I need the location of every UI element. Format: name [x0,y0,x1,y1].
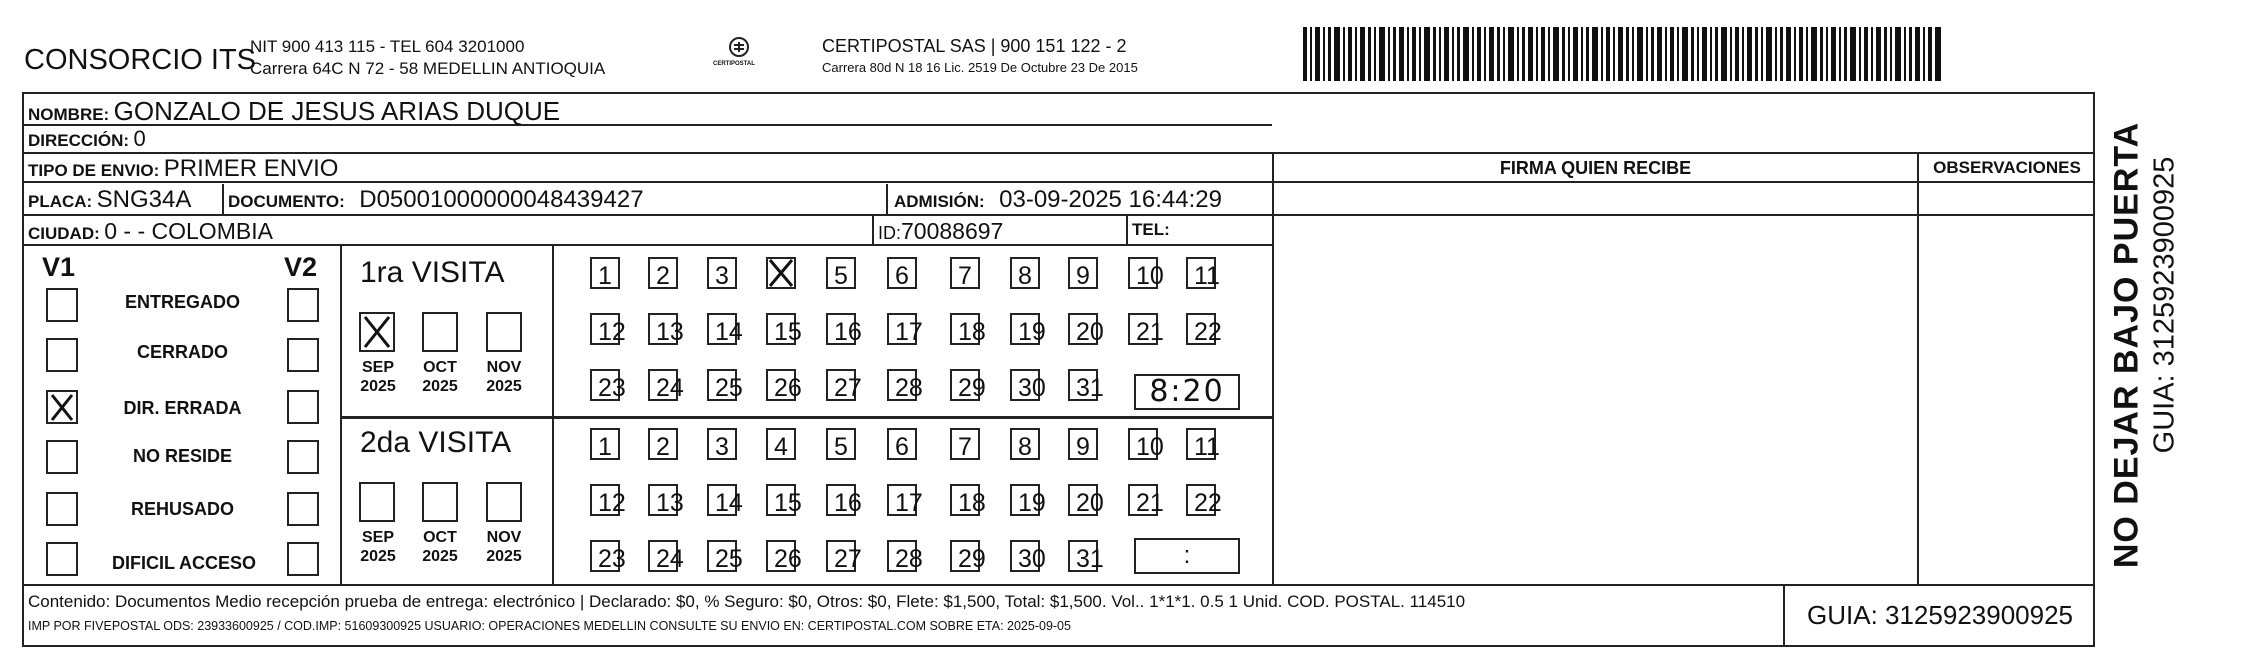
first-day-31[interactable] [1074,372,1108,404]
v2-dificil-acceso-checkbox[interactable] [287,542,319,576]
day-number: 4 [774,432,788,461]
day-number: 3 [715,261,729,290]
second-day-8[interactable] [1016,431,1050,463]
status-dir-errada: DIR. ERRADA [123,398,242,418]
day-number: 5 [834,432,848,461]
v1-rehusado-checkbox[interactable] [46,492,78,526]
first-day-8[interactable] [1016,260,1050,292]
first-day-22[interactable] [1192,316,1226,348]
v1-dir-errada-checkbox[interactable] [46,390,78,424]
second-month-sep-checkbox[interactable] [359,482,395,522]
first-day-17[interactable] [893,316,927,348]
footer-guia: GUIA: 3125923900925 [1807,600,2073,630]
first-day-6[interactable] [893,260,927,292]
day-number: 6 [895,432,909,461]
day-number: 29 [958,373,986,402]
day-number: 11 [1194,432,1220,461]
contenido-text: Contenido: Documentos Medio recepción prueba de entrega: electrónico | Declarado: $0, % Seguro: $0, Otros: $0, Flete: $1,500, Total: $1,500. Vol.. 1*1*1. 0.5 1 Unid. COD. POSTAL. 114510 [28,592,1466,611]
placa-value: SNG34A [96,186,192,213]
documento-label: DOCUMENTO: [228,192,345,211]
first-month-oct [418,358,462,396]
second-day-7[interactable] [956,431,990,463]
side-warning: NO DEJAR BAJO PUERTA [2107,121,2146,569]
nombre-field [28,96,560,127]
first-day-2[interactable] [654,260,688,292]
signature-area[interactable] [1274,216,1917,584]
month-year: 2025 [360,548,396,565]
second-day-25[interactable] [713,543,747,575]
tipo-label: TIPO DE ENVIO: [28,161,160,180]
month-year: 2025 [486,378,522,395]
second-day-1[interactable] [596,431,630,463]
day-number: 15 [774,317,802,346]
month-name: OCT [423,359,457,376]
second-day-16[interactable] [832,487,866,519]
status-rehusado: REHUSADO [130,499,234,519]
first-day-28[interactable] [893,372,927,404]
v1-entregado-checkbox[interactable] [46,288,78,322]
id-value: 70088697 [901,218,1004,244]
second-day-13[interactable] [654,487,688,519]
day-number: 23 [598,373,626,402]
month-year: 2025 [422,378,458,395]
status-no-reside: NO RESIDE [132,446,233,466]
status-cerrado: CERRADO [136,342,228,362]
side-warning-wrap [2107,121,2147,569]
day-number: 19 [1018,488,1046,517]
v1-header: V1 [42,252,76,282]
nombre-label: NOMBRE: [28,105,110,124]
direccion-value: 0 [133,126,146,151]
day-number: 12 [598,488,626,517]
day-number: 23 [598,544,626,573]
day-number: 30 [1018,544,1046,573]
tipo-value: PRIMER ENVIO [163,155,339,182]
observations-area[interactable] [1919,216,2095,584]
day-number: 11 [1194,261,1220,290]
day-number: 6 [895,261,909,290]
second-day-10[interactable] [1134,431,1168,463]
nombre-value: GONZALO DE JESUS ARIAS DUQUE [113,96,561,126]
check-mark-icon [48,392,76,422]
month-name: SEP [361,359,394,376]
day-number: 19 [1018,317,1046,346]
v2-cerrado-checkbox[interactable] [287,338,319,372]
day-number: 28 [895,373,923,402]
second-day-24[interactable] [654,543,688,575]
first-day-27[interactable] [832,372,866,404]
documento-field [228,186,644,214]
certipostal-line1: CERTIPOSTAL SAS | 900 151 122 - 2 [822,36,1127,56]
first-day-7[interactable] [956,260,990,292]
day-number: 24 [656,373,684,402]
day-number: 22 [1194,488,1222,517]
first-month-nov-checkbox[interactable] [486,312,522,352]
second-day-26[interactable] [772,543,806,575]
second-month-sep [356,528,400,566]
first-day-14[interactable] [713,316,747,348]
day-number: 14 [715,317,743,346]
first-day-12[interactable] [596,316,630,348]
second-visit-time-box[interactable] [1134,538,1240,574]
first-day-4[interactable] [772,260,806,292]
month-year: 2025 [360,378,396,395]
v2-dir-errada-checkbox[interactable] [287,390,319,424]
certipostal-logo [715,34,763,74]
first-day-20[interactable] [1074,316,1108,348]
company-name: CONSORCIO ITS [24,44,257,76]
first-day-15[interactable] [772,316,806,348]
first-day-1[interactable] [596,260,630,292]
day-number: 5 [834,261,848,290]
admision-value: 03-09-2025 16:44:29 [999,186,1222,213]
day-number: 21 [1136,488,1164,517]
day-number: 27 [834,544,862,573]
day-number: 21 [1136,317,1164,346]
barcode [1303,27,1943,81]
second-month-nov-checkbox[interactable] [486,482,522,522]
day-number: 3 [715,432,729,461]
tel-label: TEL: [1132,220,1170,239]
second-visit-time: : [1183,542,1191,569]
first-visit-time-box[interactable] [1134,374,1240,410]
first-day-24[interactable] [654,372,688,404]
admision-field [894,186,1222,214]
day-number: 22 [1194,317,1222,346]
address-line: Carrera 64C N 72 - 58 MEDELLIN ANTIOQUIA [250,59,606,78]
admision-label: ADMISIÓN: [894,192,985,211]
second-day-14[interactable] [713,487,747,519]
day-number: 13 [656,488,684,517]
second-day-29[interactable] [956,543,990,575]
day-number: 9 [1076,261,1090,290]
day-number: 31 [1076,373,1104,402]
status-entregado: ENTREGADO [124,292,240,312]
second-day-22[interactable] [1192,487,1226,519]
day-number: 8 [1018,432,1032,461]
check-mark-icon [766,257,796,289]
month-year: 2025 [486,548,522,565]
side-guia: GUIA: 3125923900925 [2148,156,2181,454]
first-day-26[interactable] [772,372,806,404]
month-year: 2025 [422,548,458,565]
first-day-3[interactable] [713,260,747,292]
day-number: 26 [774,373,802,402]
second-day-3[interactable] [713,431,747,463]
first-month-oct-checkbox[interactable] [422,312,458,352]
month-name: NOV [486,529,522,546]
second-day-31[interactable] [1074,543,1108,575]
month-name: SEP [361,529,394,546]
placa-label: PLACA: [28,192,93,211]
firma-header: FIRMA QUIEN RECIBE [1499,158,1692,178]
first-visit-time: 8:20 [1149,374,1225,409]
day-number: 20 [1076,488,1104,517]
ciudad-label: CIUDAD: [28,224,100,243]
first-day-30[interactable] [1016,372,1050,404]
day-number: 1 [598,432,612,461]
first-day-18[interactable] [956,316,990,348]
documento-value: D05001000000048439427 [359,186,644,213]
first-day-5[interactable] [832,260,866,292]
direccion-label: DIRECCIÓN: [28,131,130,150]
day-number: 16 [834,317,862,346]
second-day-27[interactable] [832,543,866,575]
first-day-11[interactable] [1192,260,1226,292]
second-day-21[interactable] [1134,487,1168,519]
day-number: 25 [715,373,743,402]
day-number: 29 [958,544,986,573]
v1-no-reside-checkbox[interactable] [46,440,78,474]
second-day-12[interactable] [596,487,630,519]
day-number: 2 [656,261,670,290]
day-number: 26 [774,544,802,573]
day-number: 7 [958,261,972,290]
second-day-30[interactable] [1016,543,1050,575]
day-number: 17 [895,317,923,346]
first-day-23[interactable] [596,372,630,404]
day-number: 17 [895,488,923,517]
tel-field [1132,220,1170,240]
second-day-28[interactable] [893,543,927,575]
id-label: ID: [878,223,902,243]
day-number: 13 [656,317,684,346]
ciudad-field [28,218,273,245]
day-number: 10 [1136,432,1164,461]
day-number: 18 [958,317,986,346]
second-day-4[interactable] [772,431,806,463]
first-day-16[interactable] [832,316,866,348]
placa-field [28,186,191,214]
check-mark-icon [361,314,393,350]
second-day-2[interactable] [654,431,688,463]
second-month-nov [482,528,526,566]
second-day-17[interactable] [893,487,927,519]
certipostal-line2: Carrera 80d N 18 16 Lic. 2519 De Octubre 23 De 2015 [822,60,1138,75]
second-day-5[interactable] [832,431,866,463]
day-number: 30 [1018,373,1046,402]
v2-rehusado-checkbox[interactable] [287,492,319,526]
day-number: 25 [715,544,743,573]
first-day-29[interactable] [956,372,990,404]
v2-no-reside-checkbox[interactable] [287,440,319,474]
first-day-25[interactable] [713,372,747,404]
day-number: 20 [1076,317,1104,346]
second-day-11[interactable] [1192,431,1226,463]
v2-entregado-checkbox[interactable] [287,288,319,322]
month-name: OCT [423,529,457,546]
day-number: 14 [715,488,743,517]
id-field [878,218,1003,245]
day-number: 15 [774,488,802,517]
day-number: 8 [1018,261,1032,290]
first-day-13[interactable] [654,316,688,348]
first-month-sep-checkbox[interactable] [359,312,395,352]
ciudad-value: 0 - - COLOMBIA [104,218,273,244]
direccion-field [28,126,146,152]
nit-line: NIT 900 413 115 - TEL 604 3201000 [250,37,525,56]
first-day-19[interactable] [1016,316,1050,348]
day-number: 28 [895,544,923,573]
second-day-20[interactable] [1074,487,1108,519]
first-day-10[interactable] [1134,260,1168,292]
day-number: 9 [1076,432,1090,461]
second-visit-title: 2da VISITA [360,426,512,459]
first-visit-title: 1ra VISITA [360,256,505,289]
day-number: 2 [656,432,670,461]
status-dificil-acceso: DIFICIL ACCESO [111,553,256,573]
day-number: 24 [656,544,684,573]
first-day-9[interactable] [1074,260,1108,292]
second-day-9[interactable] [1074,431,1108,463]
second-month-oct [418,528,462,566]
logo-text: CERTIPOSTAL [713,61,755,67]
day-number: 27 [834,373,862,402]
day-number: 1 [598,261,612,290]
imp-text: IMP POR FIVEPOSTAL ODS: 23933600925 / COD.IMP: 51609300925 USUARIO: OPERACIONES MEDELLIN CONSULTE SU ENVIO EN: CERTIPOSTAL.COM SOBRE ETA: 2025-09-05 [28,619,1071,633]
day-number: 12 [598,317,626,346]
first-month-sep [356,358,400,396]
second-day-6[interactable] [893,431,927,463]
month-name: NOV [486,359,522,376]
first-month-nov [482,358,526,396]
v2-header: V2 [284,252,318,282]
second-day-15[interactable] [772,487,806,519]
first-day-21[interactable] [1134,316,1168,348]
day-number: 18 [958,488,986,517]
day-number: 31 [1076,544,1104,573]
day-number: 10 [1136,261,1164,290]
day-number: 7 [958,432,972,461]
tipo-field [28,155,338,183]
second-day-18[interactable] [956,487,990,519]
second-month-oct-checkbox[interactable] [422,482,458,522]
observaciones-header: OBSERVACIONES [1933,158,2081,177]
v1-dificil-acceso-checkbox[interactable] [46,542,78,576]
day-number: 16 [834,488,862,517]
side-guia-wrap [2147,125,2183,485]
second-day-23[interactable] [596,543,630,575]
second-day-19[interactable] [1016,487,1050,519]
v1-cerrado-checkbox[interactable] [46,338,78,372]
